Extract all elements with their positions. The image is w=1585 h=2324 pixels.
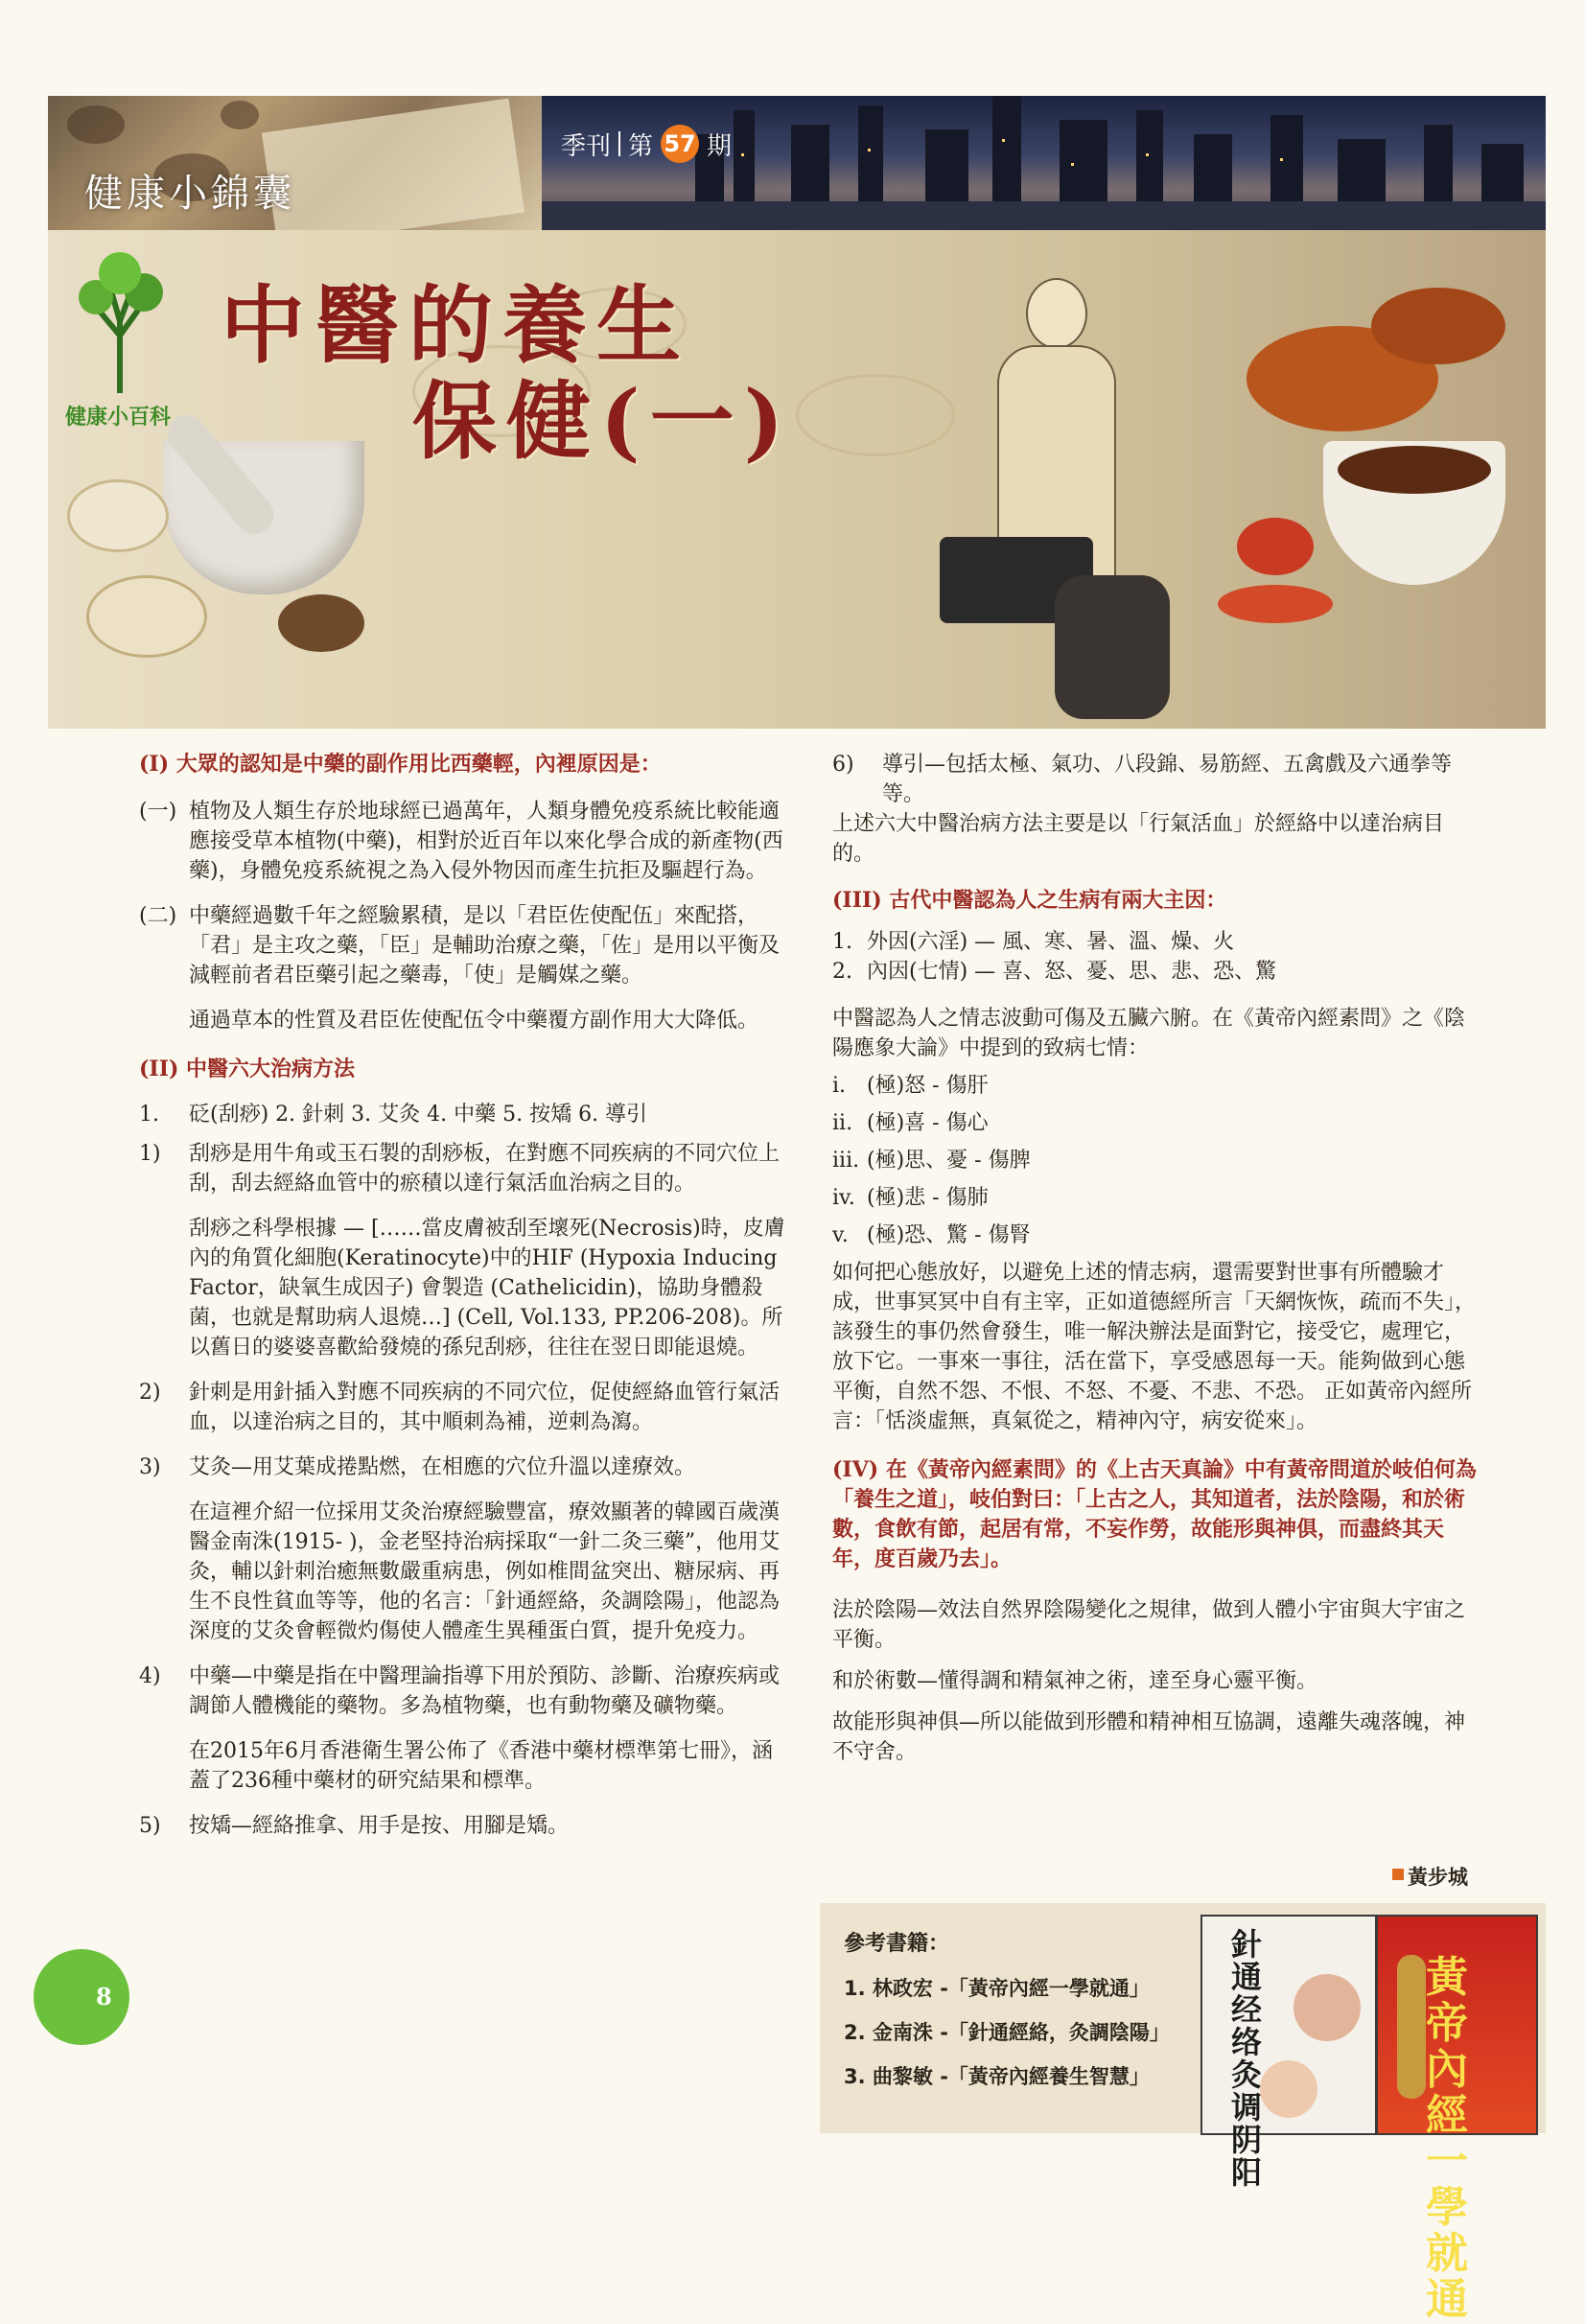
- list-item: [139, 1811, 791, 1841]
- list-item: [832, 957, 1484, 987]
- item-number: (二): [139, 904, 177, 928]
- logo-text: 健康小百科: [65, 406, 172, 430]
- book-cover-title: 針通经络 灸调阴阳: [1231, 1926, 1263, 2191]
- left-column: [139, 750, 791, 1841]
- item-text: 中藥—中藥是指在中醫理論指導下用於預防、診斷、治療疾病或調節人體機能的藥物。多為植物藥，也有動物藥及礦物藥。: [189, 1664, 781, 1718]
- issue-di: 第: [628, 131, 654, 161]
- item-number: 1.: [139, 1103, 159, 1127]
- issue-label: [561, 125, 732, 163]
- paragraph: 在2015年6月香港衛生署公佈了《香港中藥材標準第七冊》，涵蓋了236種中藥材的研究結果和標準。: [189, 1739, 773, 1793]
- list-item: [832, 1071, 1484, 1101]
- item-text: (極)怒 - 傷肝: [867, 1074, 989, 1098]
- author-marker: [1392, 1869, 1404, 1880]
- author-name: 黃步城: [1408, 1866, 1468, 1889]
- item-number: iv.: [832, 1186, 855, 1210]
- right-column: [832, 750, 1484, 1767]
- tree-figure-icon: [67, 249, 173, 393]
- section-heading-3: (III) 古代中醫認為人之生病有兩大主因：: [832, 888, 1227, 913]
- item-text: 中藥經過數千年之經驗累積，是以「君臣佐使配伍」來配搭，「君」是主攻之藥，「臣」是輔助治療之藥，「佐」是用以平衡及減輕前者君臣藥引起之藥毒，「使」是觸媒之藥。: [189, 904, 781, 988]
- list-item: [832, 927, 1484, 957]
- list-item: [139, 1378, 791, 1437]
- item-text: (極)恐、驚 - 傷腎: [867, 1223, 1031, 1247]
- paragraph: 法於陰陽—效法自然界陰陽變化之規律，做到人體小宇宙與大宇宙之平衡。: [832, 1598, 1466, 1652]
- paragraph: 刮痧之科學根據 — [……當皮膚被刮至壞死(Necrosis)時，皮膚內的角質化細胞(Keratinocyte)中的HIF (Hypoxia Inducing Factor，缺氧生成因子) 會製造 (Cathelicidin)，協助身體殺菌，也就是幫助病人退燒…] (Cell, Vol.133, PP.206-208)。所以舊日的婆婆喜歡給發燒的孫兒刮痧，往往在翌日即能退燒。: [189, 1217, 785, 1360]
- list-item: [139, 1662, 791, 1721]
- list-item: [832, 1108, 1484, 1138]
- list-item: [832, 750, 1484, 809]
- issue-separator: [618, 131, 620, 156]
- paragraph: 在這裡介紹一位採用艾灸治療經驗豐富，療效顯著的韓國百歲漢醫金南洙(1915- )，金老堅持治病採取“一針二灸三藥”，他用艾灸，輔以針刺治癒無數嚴重病患，例如椎間盆突出、糖尿病、再生不良性貧血等等，他的名言：「針通經絡，灸調陰陽」，他認為深度的艾灸會輕微灼傷使人體產生異種蛋白質，提升免疫力。: [189, 1500, 781, 1643]
- book-cover-title: 黃帝內經 一學就通: [1426, 1953, 1468, 2324]
- item-number: 5): [139, 1814, 161, 1838]
- item-text: 刮痧是用牛角或玉石製的刮痧板，在對應不同疾病的不同穴位上刮，刮去經絡血管中的瘀積以達行氣活血治病之目的。: [189, 1142, 781, 1196]
- section-heading-1: (I) 大眾的認知是中藥的副作用比西藥輕，內裡原因是：: [139, 752, 662, 777]
- paragraph: 故能形與神俱—所以能做到形體和精神相互協調，遠離失魂落魄，神不守舍。: [832, 1710, 1466, 1764]
- item-number: (一): [139, 800, 177, 824]
- header-skyline-image: [542, 96, 1546, 230]
- reference-item: 1. 林政宏 -「黃帝內經一學就通」: [844, 1977, 1150, 2000]
- book-cover-image: [1376, 1915, 1538, 2324]
- item-text: 砭(刮痧) 2. 針刺 3. 艾灸 4. 中藥 5. 按矯 6. 導引: [189, 1103, 648, 1127]
- item-text: (極)思、憂 - 傷脾: [867, 1149, 1031, 1173]
- item-text: 艾灸—用艾葉成捲點燃，在相應的穴位升溫以達療效。: [189, 1455, 696, 1479]
- item-number: 3): [139, 1455, 161, 1479]
- item-number: 1.: [832, 930, 852, 954]
- issue-prefix: 季刊: [561, 131, 612, 161]
- paragraph: 上述六大中醫治病方法主要是以「行氣活血」於經絡中以達治病目的。: [832, 812, 1445, 866]
- issue-number-badge: 57: [661, 125, 699, 163]
- page-title-line2: 保健(一): [412, 371, 794, 471]
- paragraph: 如何把心態放好，以避免上述的情志病，還需要對世事有所體驗才成，世事冥冥中自有主宰，正如道德經所言「天網恢恢，疏而不失」，該發生的事仍然會發生，唯一解決辦法是面對它，接受它，處理它，放下它。一事來一事往，活在當下，享受感恩每一天。能夠做到心態平衡，自然不怨、不恨、不怒、不憂、不悲、不恐。 正如黃帝內經所言：「恬淡虛無，真氣從之，精神內守，病安從來」。: [832, 1261, 1477, 1433]
- item-number: ii.: [832, 1111, 853, 1135]
- item-number: 4): [139, 1664, 161, 1688]
- reference-item: 2. 金南洙 -「針通經絡，灸調陰陽」: [844, 2021, 1170, 2044]
- list-item: [832, 1220, 1484, 1250]
- item-text: (極)悲 - 傷肺: [867, 1186, 989, 1210]
- reference-item: 3. 曲黎敏 -「黃帝內經養生智慧」: [844, 2065, 1150, 2088]
- item-number: v.: [832, 1223, 849, 1247]
- list-item: [832, 1146, 1484, 1175]
- paragraph: 中醫認為人之情志波動可傷及五臟六腑。在《黃帝內經素問》之《陰陽應象大論》中提到的致病七情：: [832, 1007, 1466, 1060]
- item-text: 植物及人類生存於地球經已過萬年，人類身體免疫系統比較能適應接受草本植物(中藥)，相對於近百年以來化學合成的新產物(西藥)，身體免疫系統視之為入侵外物因而產生抗拒及驅趕行為。: [189, 800, 783, 883]
- item-text: 內因(七情) — 喜、怒、憂、思、悲、恐、驚: [867, 960, 1277, 984]
- item-number: iii.: [832, 1149, 860, 1173]
- item-text: 外因(六淫) — 風、寒、暑、溫、燥、火: [867, 930, 1235, 954]
- list-item: [139, 1139, 791, 1198]
- list-item: [139, 901, 791, 990]
- section-heading-2: (II) 中醫六大治病方法: [139, 1057, 356, 1081]
- list-item: [139, 797, 791, 886]
- item-number: 1): [139, 1142, 161, 1166]
- references-title: 參考書籍：: [844, 1932, 950, 1956]
- section-title: 健康小錦囊: [84, 172, 295, 216]
- item-text: 按矯—經絡推拿、用手是按、用腳是矯。: [189, 1814, 570, 1838]
- item-number: 6): [832, 753, 854, 777]
- item-number: i.: [832, 1074, 847, 1098]
- list-item: [139, 1452, 791, 1482]
- section-heading-4: (IV) 在《黃帝內經素問》的《上古天真論》中有黃帝問道於岐伯何為「養生之道」，岐伯對曰：「上古之人，其知道者，法於陰陽，和於術數，食飲有節，起居有常，不妄作勞，故能形與神俱，而盡終其天年，度百歲乃去」。: [832, 1457, 1477, 1571]
- list-item: [832, 1183, 1484, 1213]
- list-item: [139, 1100, 791, 1129]
- item-number: 2.: [832, 960, 852, 984]
- item-text: (極)喜 - 傷心: [867, 1111, 989, 1135]
- issue-suffix: 期: [707, 131, 733, 161]
- item-number: 2): [139, 1381, 161, 1405]
- paragraph: 和於術數—懂得調和精氣神之術，達至身心靈平衡。: [832, 1669, 1318, 1693]
- book-cover-image: [1200, 1915, 1377, 2191]
- page-number: 8: [96, 1983, 112, 2010]
- item-text: 導引—包括太極、氣功、八段錦、易筋經、五禽戲及六通拳等等。: [882, 753, 1453, 806]
- page-title-line1: 中醫的養生: [221, 275, 691, 375]
- page-number-badge: [34, 1949, 129, 2045]
- paragraph: 通過草本的性質及君臣佐使配伍令中藥覆方副作用大大降低。: [189, 1009, 759, 1033]
- item-text: 針刺是用針插入對應不同疾病的不同穴位，促使經絡血管行氣活血，以達治病之目的，其中順刺為補，逆刺為瀉。: [189, 1381, 781, 1434]
